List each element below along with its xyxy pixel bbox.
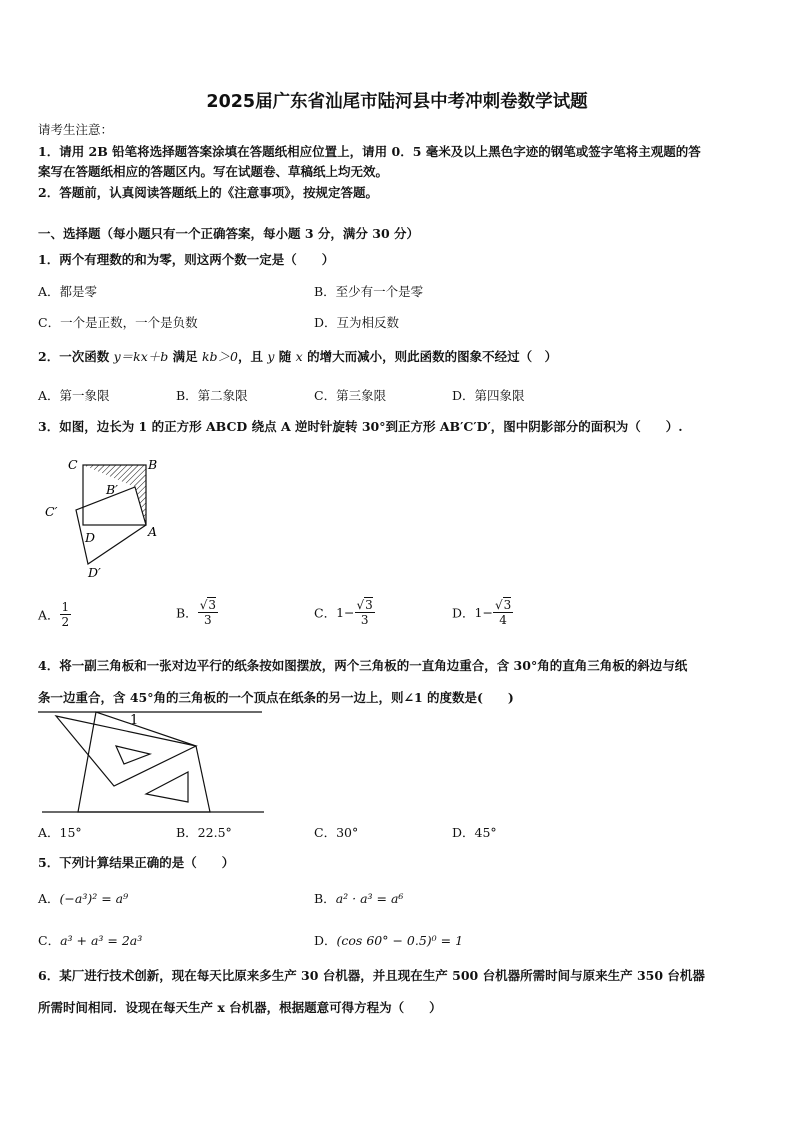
angle-1-label: 1	[130, 713, 139, 728]
q5-b-label: B．	[314, 891, 336, 906]
q1-option-d: D．互为相反数	[314, 315, 400, 330]
q1-option-a: A．都是零	[38, 284, 98, 299]
q5-a-label: A．	[38, 891, 60, 906]
q5-c-expr: a³ + a³ = 2a³	[60, 933, 143, 948]
q5-option-a	[38, 889, 128, 907]
q5-option-c	[38, 931, 142, 949]
q3-d-prefix: 1−	[474, 605, 493, 620]
q5-c-label: C．	[38, 933, 61, 948]
q5-d-expr: (cos 60° − 0.5)⁰ = 1	[336, 933, 464, 948]
q3-a-label: A．	[38, 607, 60, 623]
label-a: A	[148, 524, 158, 539]
q1-option-b: B．至少有一个是零	[314, 284, 424, 299]
sqrt-sign: √	[199, 598, 208, 612]
q5-option-d	[314, 931, 463, 949]
triangle-45-outer	[78, 712, 210, 812]
q3-c-den: 3	[360, 613, 369, 627]
q3-c-prefix: 1−	[336, 605, 355, 620]
q2-option-d: D．第四象限	[452, 388, 525, 403]
q3-c-label: C．	[314, 605, 337, 621]
q3-option-a	[38, 600, 71, 629]
q4-stem-line-2: 条一边重合，含 45°角的三角板的一个顶点在纸条的另一边上，则∠1 的度数是( )	[38, 690, 514, 705]
q2-option-a: A．第一象限	[38, 388, 110, 403]
q2-text-4: 随	[274, 349, 296, 364]
q3-b-label: B．	[176, 605, 198, 621]
q3-c-num: 3	[365, 598, 373, 612]
q4-option-a: A．15°	[38, 825, 82, 840]
sqrt-sign: √	[356, 598, 365, 612]
notice-heading: 请考生注意：	[38, 122, 114, 137]
label-b-prime: B′	[106, 482, 119, 497]
section-heading: 一、选择题（每小题只有一个正确答案，每小题 3 分，满分 30 分）	[38, 226, 420, 241]
label-d: D	[85, 530, 96, 545]
q3-b-den: 3	[204, 613, 212, 627]
q3-d-label: D．	[452, 605, 475, 621]
notice-line-1a: 1．请用 2B 铅笔将选择题答案涂填在答题纸相应位置上，请用 0．5 毫米及以上黑色字迹的钢笔或签字笔将主观题的答	[38, 144, 701, 159]
q4-option-c: C．30°	[314, 825, 359, 840]
q3-option-c	[314, 598, 375, 627]
q6-stem-line-2: 所需时间相同．设现在每天生产 x 台机器，根据题意可得方程为（ ）	[38, 1000, 442, 1015]
q3-a-fraction	[60, 600, 72, 629]
q3-option-d	[452, 598, 513, 627]
q4-triangle-figure	[38, 706, 266, 816]
q2-text-2: 满足	[168, 349, 202, 364]
q4-option-b: B．22.5°	[176, 825, 232, 840]
triangle-30-outer	[56, 716, 196, 786]
q3-d-num: 3	[503, 598, 512, 612]
q5-a-expr: (−a³)² = a⁹	[59, 891, 129, 906]
q5-d-label: D．	[314, 933, 337, 948]
q1-stem: 1．两个有理数的和为零，则这两个数一定是（ ）	[38, 252, 335, 267]
label-c-prime: C′	[45, 504, 58, 519]
q5-stem: 5．下列计算结果正确的是（ ）	[38, 855, 235, 870]
q4-stem-line-1: 4．将一副三角板和一张对边平行的纸条按如图摆放，两个三角板的一直角边重合，含 30°角的直角三角板的斜边与纸	[38, 658, 688, 673]
q2-formula-1: y＝kx＋b	[113, 349, 169, 364]
triangle-30-inner	[116, 746, 150, 764]
notice-line-2: 2．答题前，认真阅读答题纸上的《注意事项》，按规定答题。	[38, 185, 378, 200]
sqrt-sign: √	[494, 598, 503, 612]
q2-option-c: C．第三象限	[314, 388, 387, 403]
label-c: C	[68, 457, 78, 472]
q3-stem: 3．如图，边长为 1 的正方形 ABCD 绕点 A 逆时针旋转 30°到正方形 AB′C′D′，图中阴影部分的面积为（ ）.	[38, 419, 683, 434]
q3-d-numerator	[493, 598, 513, 613]
label-d-prime: D′	[88, 565, 101, 580]
label-b: B	[148, 457, 158, 472]
q3-square-figure	[38, 452, 178, 587]
q3-a-den: 2	[61, 615, 70, 629]
triangle-45-inner	[146, 772, 188, 802]
q3-d-fraction	[493, 598, 513, 627]
notice-line-1b: 案写在答题纸相应的答题区内。写在试题卷、草稿纸上均无效。	[38, 164, 389, 179]
q4-option-d: D．45°	[452, 825, 497, 840]
q2-text-5: 的增大而减小，则此函数的图象不经过（ ）	[302, 349, 558, 364]
q3-b-num: 3	[208, 598, 216, 612]
q3-c-numerator	[355, 598, 375, 613]
q3-b-numerator	[198, 598, 218, 613]
q2-text-3: ，且	[238, 349, 268, 364]
q5-b-expr: a² · a³ = a⁶	[335, 891, 404, 906]
q2-text-1: 2．一次函数	[38, 349, 114, 364]
q3-a-num: 1	[61, 600, 70, 614]
q5-option-b	[314, 889, 403, 907]
q2-stem	[38, 347, 557, 365]
q3-option-b	[176, 598, 218, 627]
q6-stem-line-1: 6．某厂进行技术创新，现在每天比原来多生产 30 台机器，并且现在生产 500 台机器所需时间与原来生产 350 台机器	[38, 968, 705, 983]
q2-option-b: B．第二象限	[176, 388, 248, 403]
q3-c-fraction	[355, 598, 375, 627]
q2-formula-3: y	[267, 349, 275, 364]
q3-b-fraction	[198, 598, 218, 627]
q3-d-den: 4	[499, 613, 507, 627]
q1-option-c: C．一个是正数，一个是负数	[38, 315, 198, 330]
q2-formula-4: x	[295, 349, 303, 364]
page-title: 2025届广东省汕尾市陆河县中考冲刺卷数学试题	[206, 92, 588, 112]
q2-formula-2: kb＞0	[201, 349, 239, 364]
